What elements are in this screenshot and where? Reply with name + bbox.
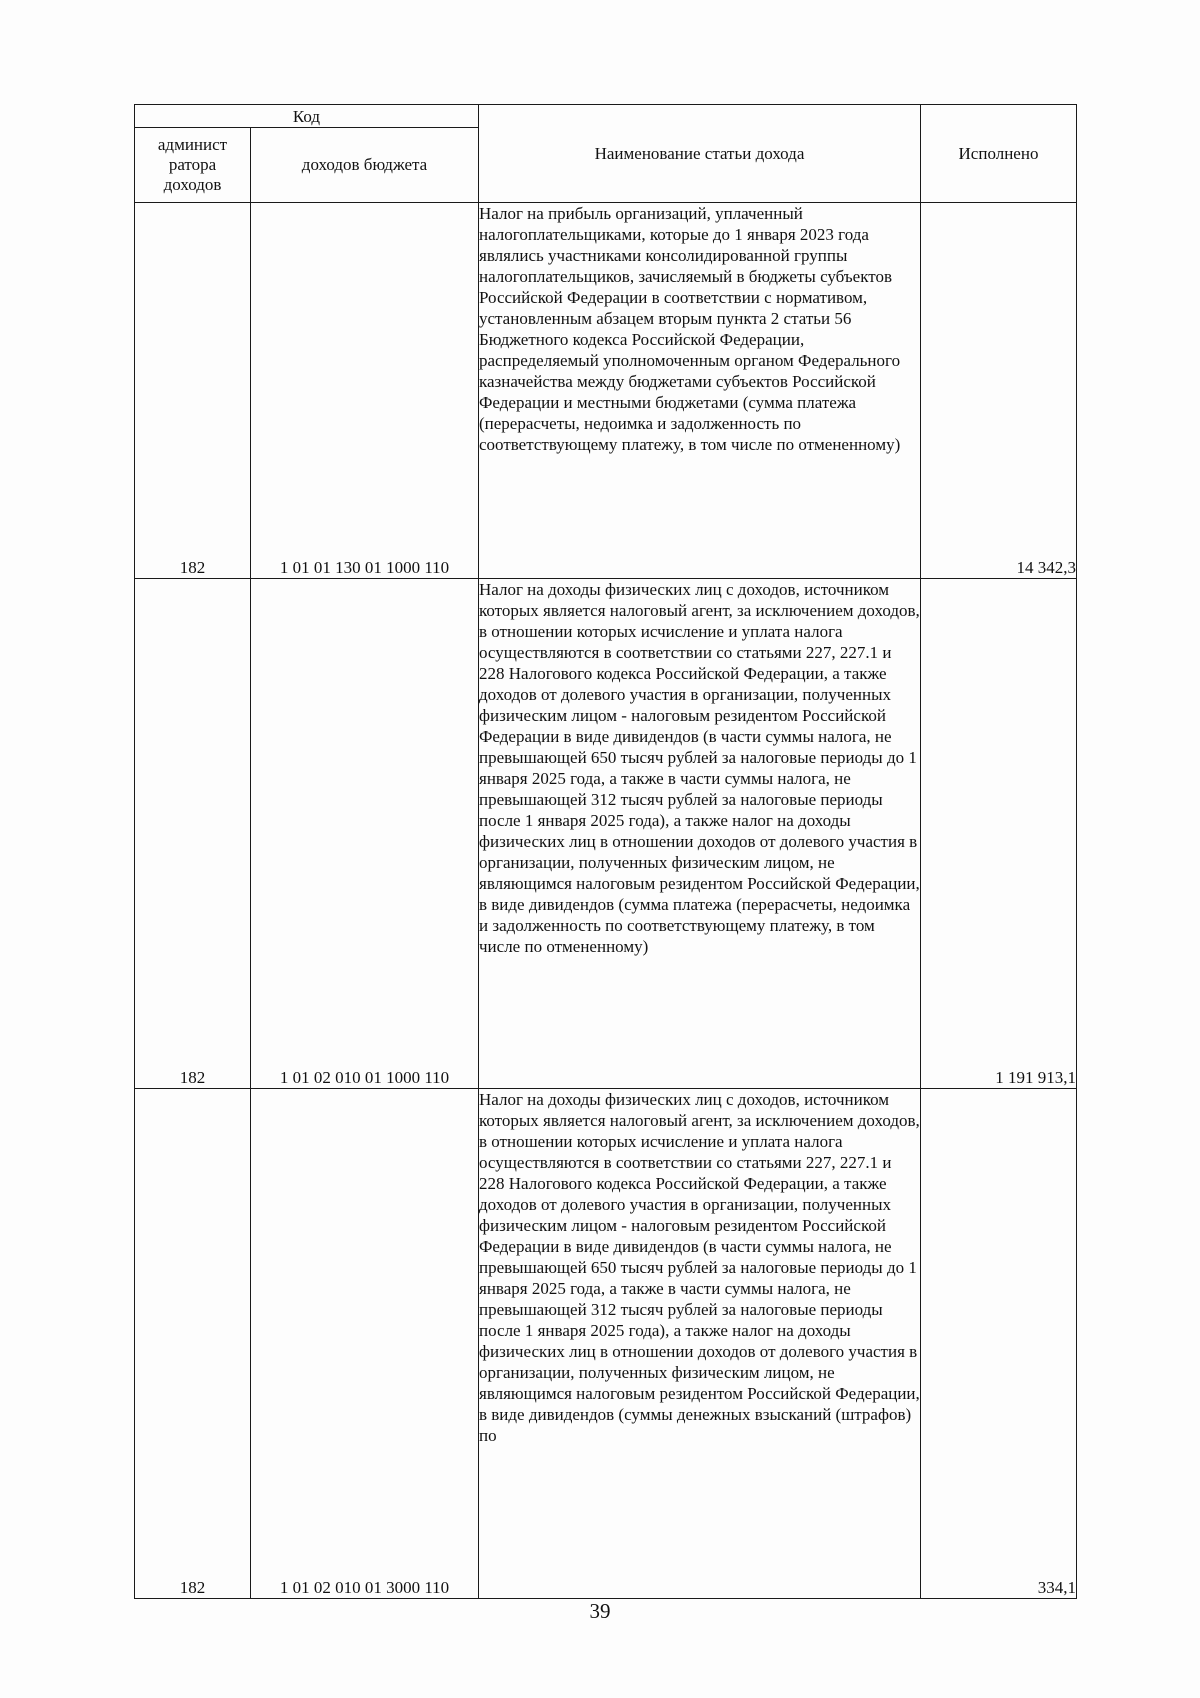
budget-code-cell: 1 01 01 130 01 1000 110 [251,203,479,579]
table-row [135,579,1077,1089]
admin-header-line: админист [157,135,228,154]
revenue-table [134,104,1077,1599]
budget-code-cell: 1 01 02 010 01 3000 110 [251,1089,479,1599]
executed-column-header: Исполнено [921,105,1077,203]
table-row [135,1089,1077,1599]
executed-amount-cell: 14 342,3 [921,203,1077,579]
admin-column-header [135,128,251,203]
executed-amount-cell: 1 191 913,1 [921,579,1077,1089]
admin-code-cell: 182 [135,1089,251,1599]
revenue-name-cell: Налог на доходы физических лиц с доходов, источником которых является налоговый агент, за исключением доходов, в отношении которых исчисление и уплата налога осуществляются в соответствии со статьями 227, 227.1 и 228 Налогового кодекса Российской Федерации, а также доходов от долевого участия в организации, полученных физическим лицом - налоговым резидентом Российской Федерации в виде дивидендов (в части суммы налога, не превышающей 650 тысяч рублей за налоговые периоды до 1 января 2025 года, а также в части суммы налога, не превышающей 312 тысяч рублей за налоговые периоды после 1 января 2025 года), а также налог на доходы физических лиц в отношении доходов от долевого участия в организации, полученных физическим лицом, не являющимся налоговым резидентом Российской Федерации, в виде дивидендов (суммы денежных взысканий (штрафов) по [479,1089,921,1599]
page-number: 39 [589,1599,611,1623]
revenue-name-cell: Налог на доходы физических лиц с доходов, источником которых является налоговый агент, за исключением доходов, в отношении которых исчисление и уплата налога осуществляются в соответствии со статьями 227, 227.1 и 228 Налогового кодекса Российской Федерации, а также доходов от долевого участия в организации, полученных физическим лицом - налоговым резидентом Российской Федерации в виде дивидендов (в части суммы налога, не превышающей 650 тысяч рублей за налоговые периоды до 1 января 2025 года, а также в части суммы налога, не превышающей 312 тысяч рублей за налоговые периоды после 1 января 2025 года), а также налог на доходы физических лиц в отношении доходов от долевого участия в организации, полученных физическим лицом, не являющимся налоговым резидентом Российской Федерации, в виде дивидендов (сумма платежа (перерасчеты, недоимка и задолженность по соответствующему платежу, в том числе по отмененному) [479,579,921,1089]
name-column-header: Наименование статьи дохода [479,105,921,203]
admin-code-cell: 182 [135,579,251,1089]
admin-header-line: доходов [163,175,222,194]
table-row [135,203,1077,579]
admin-code-cell: 182 [135,203,251,579]
admin-header-line: ратора [168,155,217,174]
revenue-name-cell: Налог на прибыль организаций, уплаченный налогоплательщиками, которые до 1 января 2023 года являлись участниками консолидированной группы налогоплательщиков, зачисляемый в бюджеты субъектов Российской Федерации в соответствии с нормативом, установленным абзацем вторым пункта 2 статьи 56 Бюджетного кодекса Российской Федерации, распределяемый уполномоченным органом Федерального казначейства между бюджетами субъектов Российской Федерации и местными бюджетами (сумма платежа (перерасчеты, недоимка и задолженность по соответствующему платежу, в том числе по отмененному) [479,203,921,579]
budget-code-column-header: доходов бюджета [251,128,479,203]
code-group-header: Код [135,105,479,128]
budget-code-cell: 1 01 02 010 01 1000 110 [251,579,479,1089]
executed-amount-cell: 334,1 [921,1089,1077,1599]
